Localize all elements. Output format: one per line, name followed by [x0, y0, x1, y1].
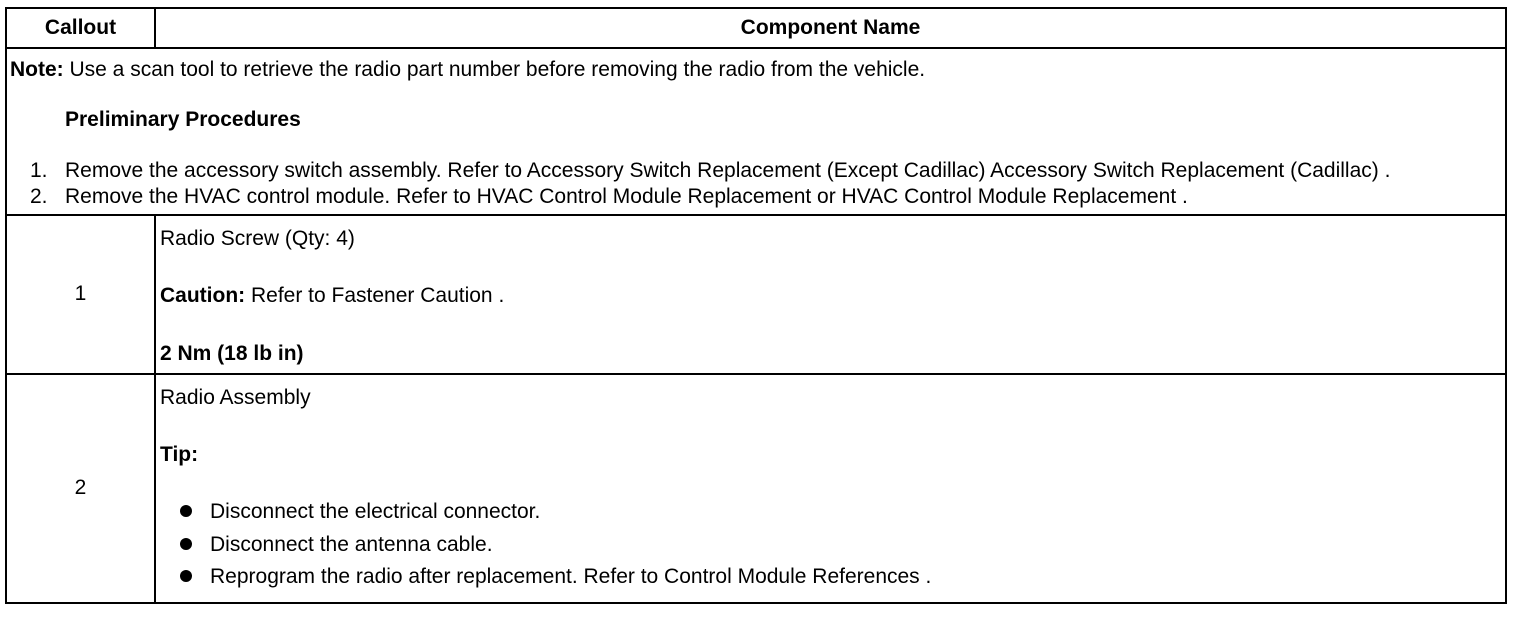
tip-label: Tip:	[160, 443, 199, 466]
bullet-icon	[180, 505, 192, 517]
note-row	[6, 48, 1506, 215]
component-cell	[155, 215, 1506, 374]
note-label: Note:	[10, 58, 64, 81]
bullet-icon	[180, 570, 192, 582]
component-name-header: Component Name	[155, 8, 1506, 48]
tip-list	[160, 499, 1501, 590]
note	[10, 57, 1503, 83]
table-row	[6, 215, 1506, 374]
step-number: 1.	[30, 158, 48, 182]
list-item	[160, 564, 1501, 590]
caution	[160, 283, 1501, 309]
torque-spec: 2 Nm (18 lb in)	[160, 341, 304, 365]
component-cell	[155, 374, 1506, 603]
list-item	[160, 532, 1501, 558]
table-row	[6, 374, 1506, 603]
component-name: Radio Screw (Qty: 4)	[160, 227, 355, 250]
step-text: Remove the accessory switch assembly. Refer to Accessory Switch Replacement (Except Cadillac) Accessory Switch Replacement (Cadillac) .	[65, 158, 1391, 182]
caution-label: Caution:	[160, 284, 246, 308]
caution-text: Refer to Fastener Caution .	[245, 284, 505, 308]
step-item	[10, 184, 1503, 210]
note-text: Use a scan tool to retrieve the radio part number before removing the radio from the vehicle.	[63, 58, 926, 81]
tip-text: Disconnect the electrical connector.	[210, 500, 541, 524]
callout-number: 1	[6, 215, 155, 374]
step-item	[10, 158, 1503, 184]
step-number: 2.	[30, 184, 48, 208]
list-item	[160, 499, 1501, 525]
tip-text: Reprogram the radio after replacement. Refer to Control Module References .	[210, 564, 932, 588]
component-table	[5, 7, 1507, 604]
note-cell	[6, 48, 1506, 215]
tip-text: Disconnect the antenna cable.	[210, 532, 493, 556]
preliminary-heading: Preliminary Procedures	[65, 108, 301, 132]
header-row	[6, 8, 1506, 48]
preliminary-steps	[10, 158, 1503, 211]
callout-header: Callout	[6, 8, 155, 48]
bullet-icon	[180, 538, 192, 550]
step-text: Remove the HVAC control module. Refer to HVAC Control Module Replacement or HVAC Control Module Replacement .	[65, 184, 1188, 208]
component-name: Radio Assembly	[160, 385, 311, 409]
callout-number: 2	[6, 374, 155, 603]
